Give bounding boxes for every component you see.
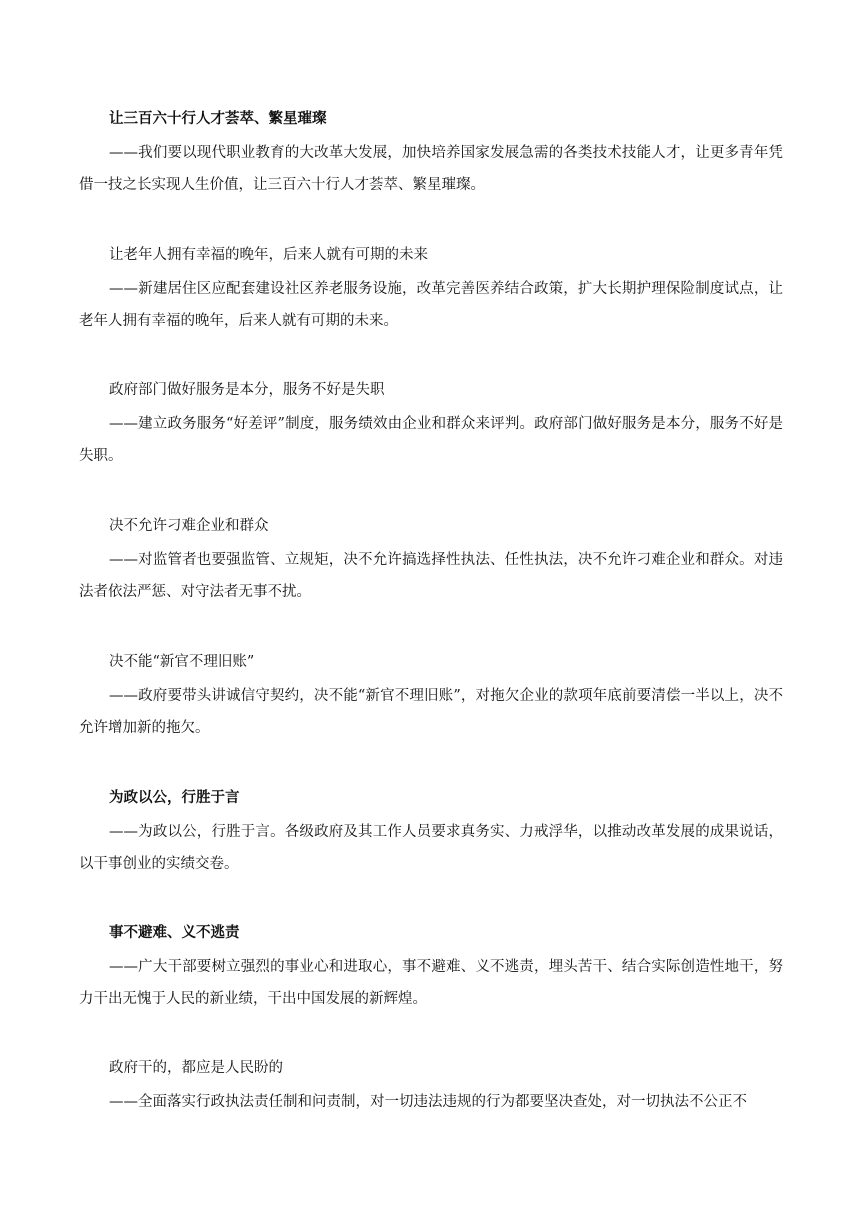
section-heading: 政府干的，都应是人民盼的 (109, 1060, 283, 1076)
section-government-service (79, 380, 783, 472)
section-heading: 政府部门做好服务是本分，服务不好是失职 (109, 382, 385, 398)
section-body: ——广大干部要树立强烈的事业心和进取心，事不避难、义不逃责，埋头苦干、结合实际创造性地干，努力干出无愧于人民的新业绩，干出中国发展的新辉煌。 (79, 959, 783, 1007)
section-heading: 让三百六十行人才荟萃、繁星璀璨 (109, 111, 327, 127)
section-talent (79, 109, 783, 201)
section-heading: 决不允许刁难企业和群众 (109, 518, 269, 534)
section-body: ——对监管者也要强监管、立规矩，决不允许搞选择性执法、任性执法，决不允许刁难企业和群众。对违法者依法严惩、对守法者无事不扰。 (79, 552, 783, 600)
section-elderly-care (79, 245, 783, 337)
section-heading: 事不避难、义不逃责 (109, 925, 240, 941)
section-body: ——政府要带头讲诚信守契约，决不能“新官不理旧账”，对拖欠企业的款项年底前要清偿一半以上，决不允许增加新的拖欠。 (79, 688, 783, 736)
section-body: ——我们要以现代职业教育的大改革大发展，加快培养国家发展急需的各类技术技能人才，让更多青年凭借一技之长实现人生价值，让三百六十行人才荟萃、繁星璀璨。 (79, 145, 783, 193)
section-regulation (79, 516, 783, 608)
section-heading: 让老年人拥有幸福的晚年，后来人就有可期的未来 (109, 247, 428, 263)
section-responsibility (79, 923, 783, 1015)
section-body: ——新建居住区应配套建设社区养老服务设施，改革完善医养结合政策，扩大长期护理保险制度试点，让老年人拥有幸福的晚年，后来人就有可期的未来。 (79, 281, 783, 329)
section-heading: 为政以公，行胜于言 (109, 790, 240, 806)
section-peoples-expectations (79, 1058, 783, 1118)
section-heading: 决不能“新官不理旧账” (109, 654, 255, 670)
section-body: ——全面落实行政执法责任制和问责制，对一切违法违规的行为都要坚决查处，对一切执法不公正不 (109, 1094, 747, 1110)
section-old-accounts (79, 652, 783, 744)
section-body: ——建立政务服务“好差评”制度，服务绩效由企业和群众来评判。政府部门做好服务是本分，服务不好是失职。 (79, 416, 783, 464)
section-public-duty (79, 788, 783, 880)
section-body: ——为政以公，行胜于言。各级政府及其工作人员要求真务实、力戒浮华，以推动改革发展的成果说话，以干事创业的实绩交卷。 (79, 824, 783, 872)
